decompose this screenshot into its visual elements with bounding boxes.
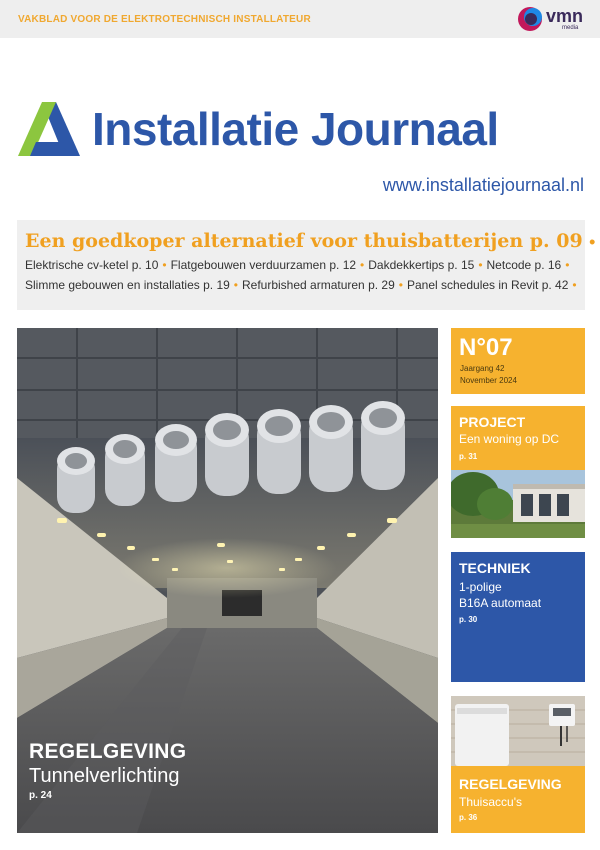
card-techniek-title-line1: 1-polige: [459, 580, 502, 594]
cover-caption: [29, 740, 186, 801]
website-url[interactable]: www.installatiejournaal.nl: [382, 175, 584, 195]
card-regelgeving-title: Thuisaccu's: [459, 795, 522, 809]
issue-info-box: [451, 328, 585, 394]
teaser-item: Netcode p. 16: [486, 258, 562, 272]
card-regelgeving-photo: [451, 696, 585, 766]
teaser-box: [17, 220, 597, 310]
teaser-item: Slimme gebouwen en installaties p. 19: [25, 278, 230, 292]
vmn-logo-text: vmn: [546, 6, 584, 26]
teaser-item: Refurbished armaturen p. 29: [242, 278, 395, 292]
magazine-title: Installatie Journaal: [92, 103, 499, 155]
card-regelgeving-category: REGELGEVING: [459, 776, 562, 792]
card-project[interactable]: [451, 406, 585, 538]
issue-date: November 2024: [460, 376, 517, 385]
issue-number: N°07: [459, 334, 513, 361]
teaser-line-2: Slimme gebouwen en installaties p. 19 • Refurbished armaturen p. 29 • Panel schedules in Revit p. 42 •: [25, 278, 577, 292]
installatie-journaal-logo-icon: [18, 100, 80, 158]
card-project-title: Een woning op DC: [459, 432, 560, 446]
card-techniek[interactable]: [451, 552, 585, 682]
card-project-category: PROJECT: [459, 414, 526, 430]
card-project-photo: [451, 470, 585, 538]
card-regelgeving-page: p. 36: [459, 813, 478, 822]
vmn-logo-icon: [516, 4, 546, 34]
teaser-line-1: Elektrische cv-ketel p. 10 • Flatgebouwen verduurzamen p. 12 • Dakdekkertips p. 15 • Netcode p. 16 •: [25, 258, 570, 272]
card-techniek-title-line2: B16A automaat: [459, 596, 542, 610]
vmn-media-logo: [516, 4, 586, 34]
teaser-item: Dakdekkertips p. 15: [368, 258, 475, 272]
cover-page-ref: p. 24: [29, 790, 52, 801]
cover-photo-tunnel: [17, 328, 438, 833]
teaser-item: Flatgebouwen verduurzamen p. 12: [170, 258, 357, 272]
magazine-tagline: VAKBLAD VOOR DE ELEKTROTECHNISCH INSTALLATEUR: [18, 14, 311, 25]
teaser-item: Elektrische cv-ketel p. 10: [25, 258, 159, 272]
card-project-page: p. 31: [459, 452, 478, 461]
cover-title: Tunnelverlichting: [29, 765, 180, 787]
teaser-item: Panel schedules in Revit p. 42: [406, 278, 569, 292]
top-bar: [0, 0, 600, 38]
card-techniek-category: TECHNIEK: [459, 560, 531, 576]
teaser-headline: Een goedkoper alternatief voor thuisbatterijen p. 09 •: [25, 230, 597, 252]
card-regelgeving[interactable]: [451, 696, 585, 833]
issue-volume: Jaargang 42: [460, 364, 505, 373]
card-techniek-page: p. 30: [459, 615, 478, 624]
vmn-logo-subtext: media: [562, 25, 579, 31]
cover-category: REGELGEVING: [29, 740, 187, 763]
